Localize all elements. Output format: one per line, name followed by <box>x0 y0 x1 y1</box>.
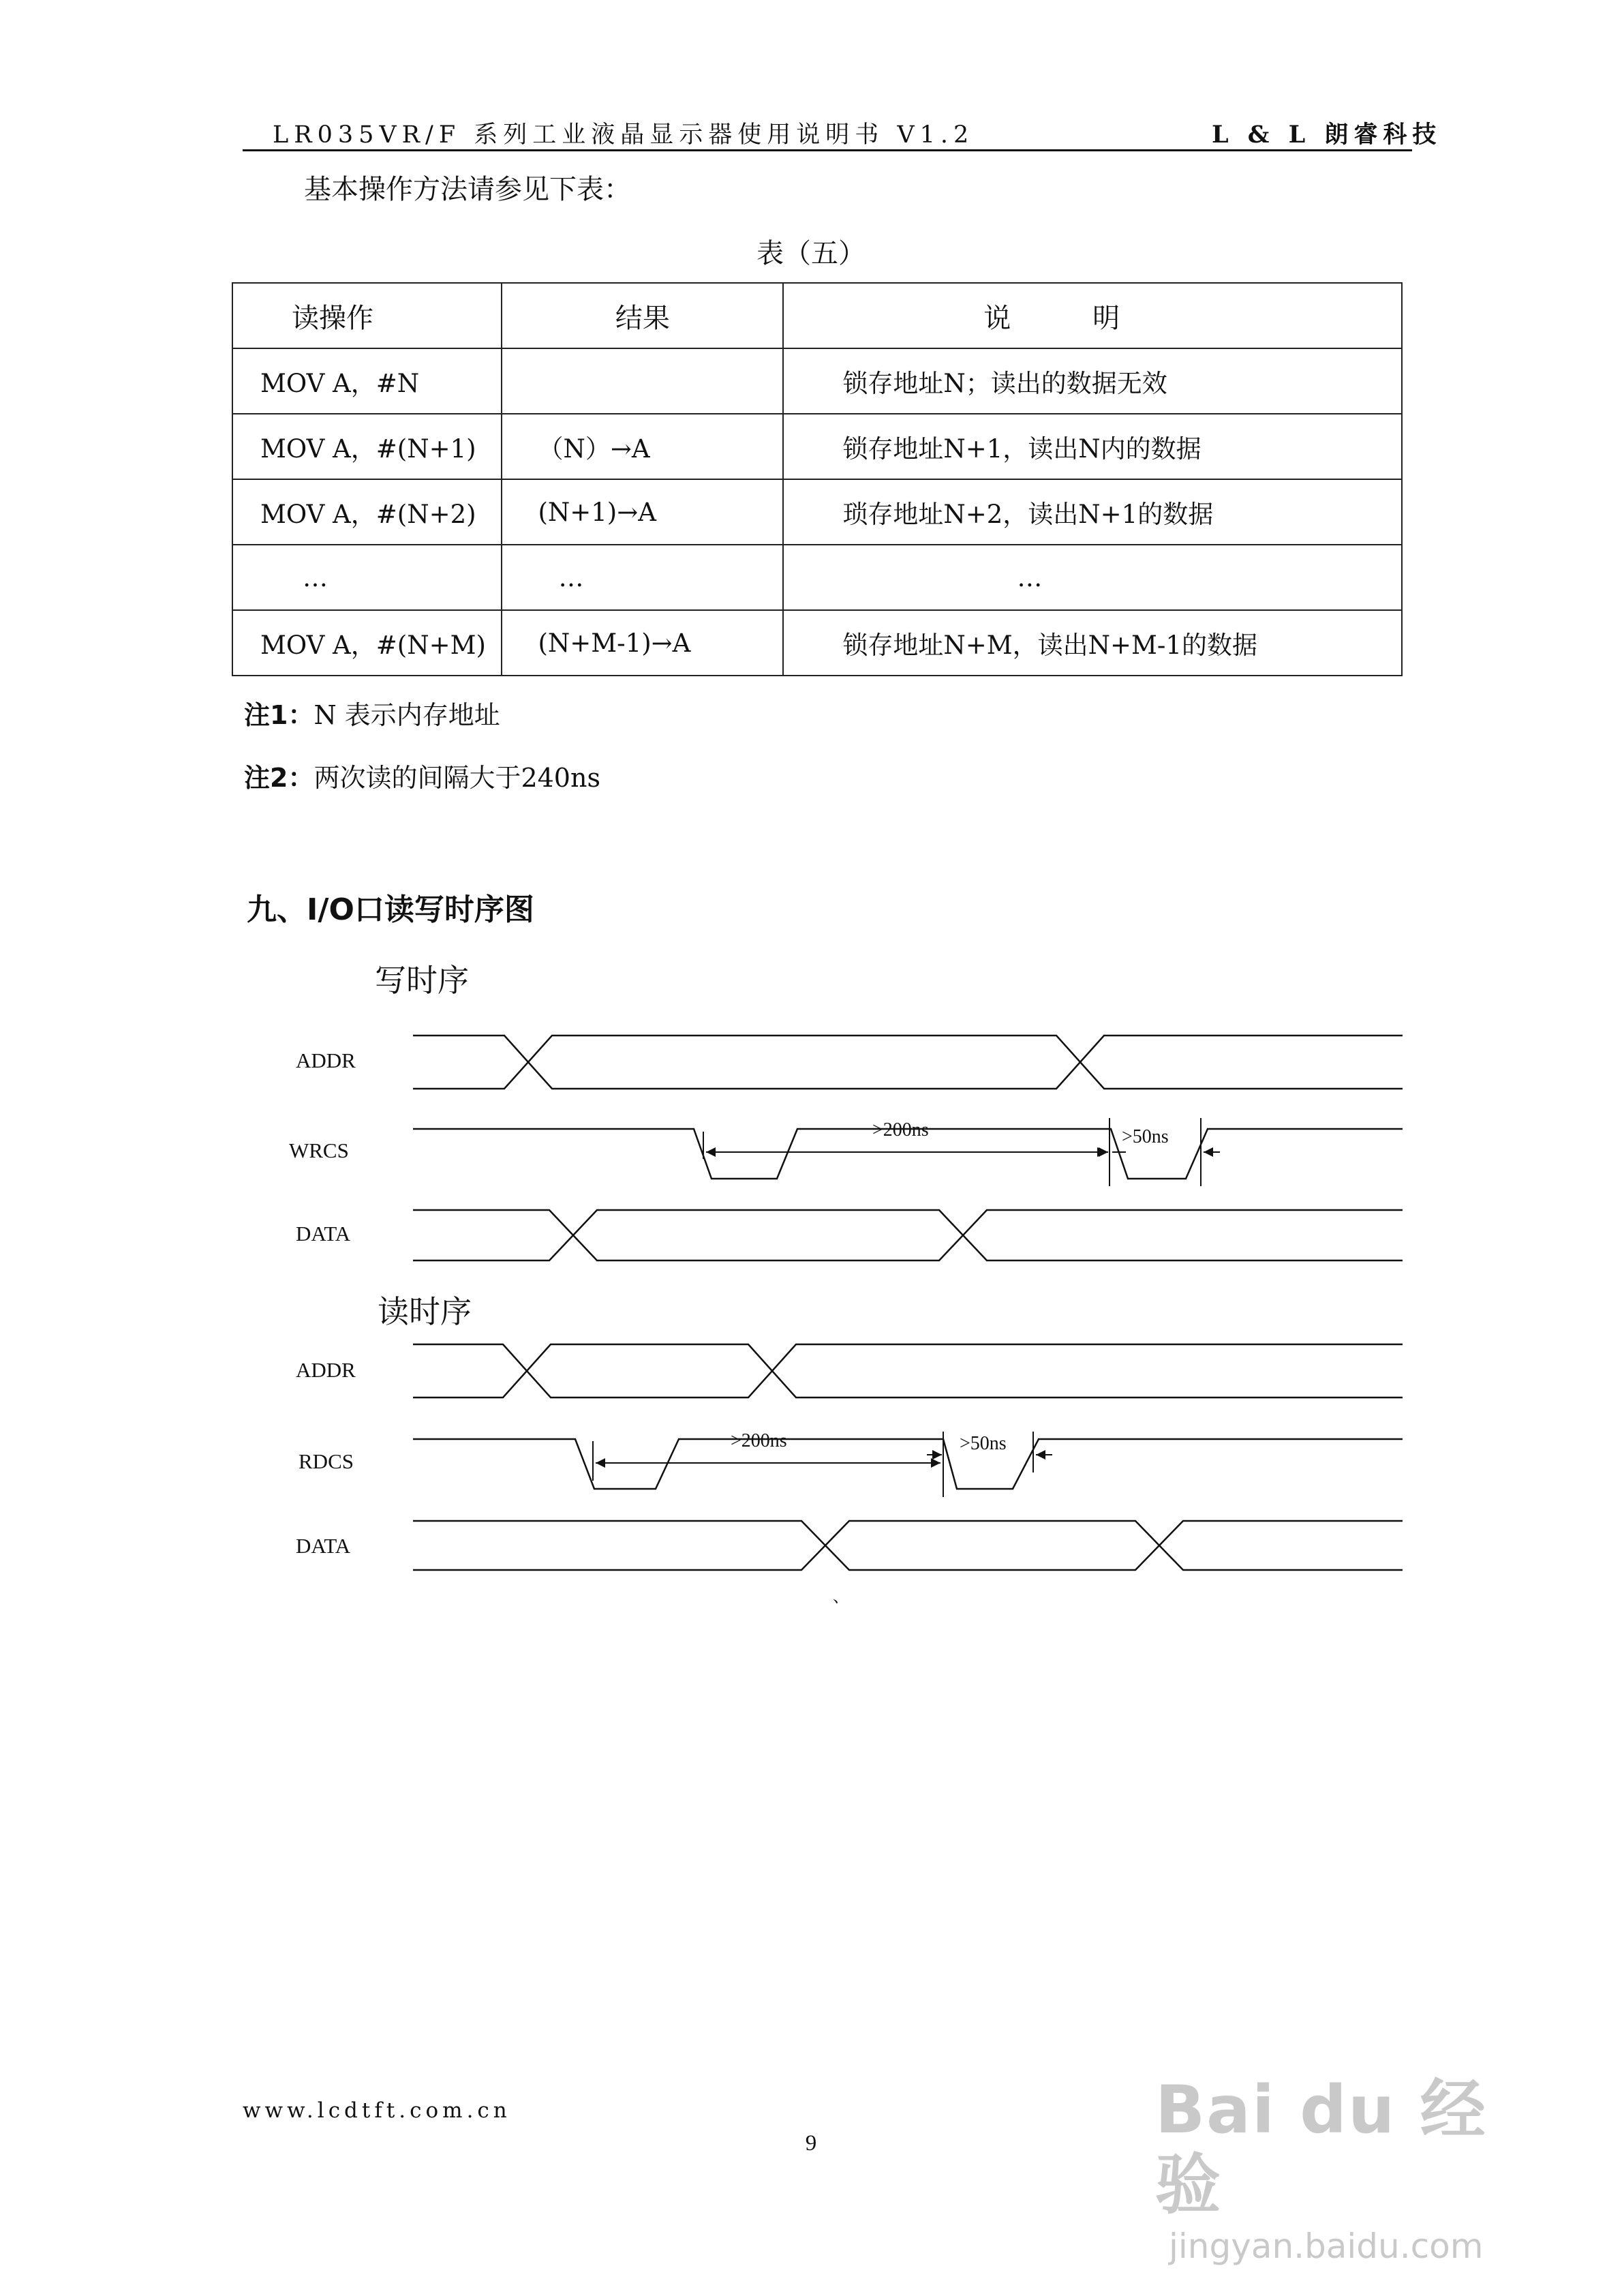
timing-label-200ns: >200ns <box>731 1430 787 1451</box>
intro-text: 基本操作方法请参见下表： <box>304 174 631 205</box>
signal-label-addr: ADDR <box>296 1048 356 1072</box>
write-timing-title: 写时序 <box>375 962 469 999</box>
watermark-brand: Bai du 经验 <box>1155 2072 1487 2223</box>
table-header-cell: 读操作 <box>232 283 502 348</box>
read-data-waveform <box>413 1521 1403 1570</box>
read-rdcs-waveform <box>413 1439 1403 1489</box>
table-cell: 琐存地址N+2，读出N+1的数据 <box>783 479 1402 545</box>
header-title: LR035VR/F 系列工业液晶显示器使用说明书 V1.2 <box>273 121 975 149</box>
timing-label-50ns: >50ns <box>960 1433 1007 1454</box>
table-caption: 表（五） <box>756 238 866 269</box>
read-addr-waveform <box>413 1344 1403 1398</box>
table-cell: … <box>783 545 1402 610</box>
baidu-watermark <box>1155 2072 1537 2266</box>
signal-label-wrcs: WRCS <box>289 1138 349 1162</box>
table-cell: MOV A，#(N+2) <box>232 479 502 545</box>
table-cell: 锁存地址N+M，读出N+M-1的数据 <box>783 610 1402 676</box>
note-label: 注2： <box>244 763 314 793</box>
header-company: L & L 朗睿科技 <box>1212 121 1442 149</box>
watermark-url: jingyan.baidu.com <box>1169 2226 1484 2266</box>
table-cell: MOV A，#N <box>232 348 502 414</box>
table-cell: 锁存地址N+1，读出N内的数据 <box>783 414 1402 479</box>
table-cell: (N+1)→A <box>502 479 783 545</box>
note-label: 注1： <box>244 700 314 730</box>
page-number: 9 <box>805 2131 817 2156</box>
table-cell: … <box>502 545 783 610</box>
table-cell: (N+M-1)→A <box>502 610 783 676</box>
table-cell: （N）→A <box>502 414 783 479</box>
signal-label-rdcs: RDCS <box>299 1449 354 1473</box>
note-text: 两次读的间隔大于240ns <box>313 763 600 793</box>
table-header-cell: 结果 <box>502 283 783 348</box>
table-cell: MOV A，#(N+1) <box>232 414 502 479</box>
section-title: 九、I/O口读写时序图 <box>247 892 534 927</box>
timing-label-200ns: >200ns <box>872 1119 929 1141</box>
signal-label-data: DATA <box>296 1222 351 1245</box>
footer-url: www.lcdtft.com.cn <box>243 2098 511 2123</box>
write-addr-waveform <box>413 1036 1403 1089</box>
signal-label-data: DATA <box>296 1534 351 1558</box>
write-data-waveform <box>413 1210 1403 1260</box>
table-header-cell: 说 明 <box>783 283 1402 348</box>
table-cell: … <box>232 545 502 610</box>
timing-label-50ns: >50ns <box>1122 1126 1169 1147</box>
table-cell: 锁存地址N；读出的数据无效 <box>783 348 1402 414</box>
write-wrcs-waveform <box>413 1129 1403 1179</box>
read-timing-title: 读时序 <box>378 1293 472 1330</box>
note-text: N 表示内存地址 <box>313 700 500 730</box>
stray-mark: 、 <box>833 1587 849 1606</box>
table-cell: MOV A，#(N+M) <box>232 610 502 676</box>
signal-label-addr: ADDR <box>296 1358 356 1382</box>
